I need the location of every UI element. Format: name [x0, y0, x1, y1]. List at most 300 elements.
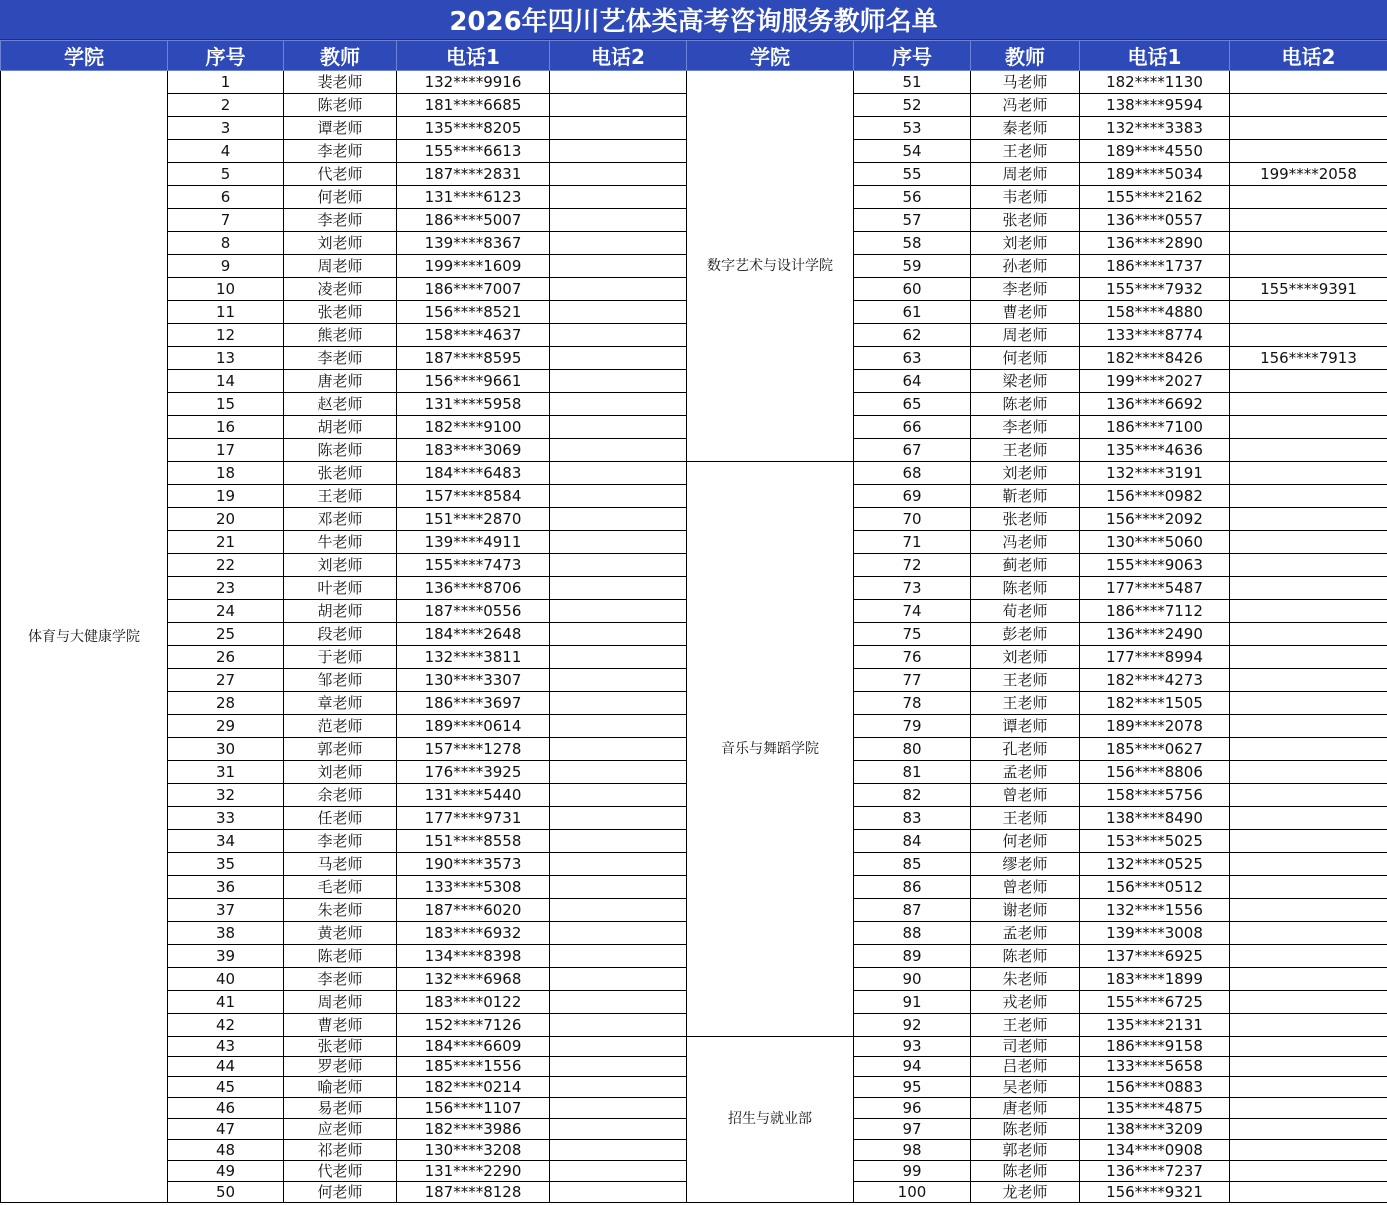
- teacher-name: 曾老师: [971, 876, 1080, 899]
- row-number: 58: [854, 232, 971, 255]
- header-phone1-right: 电话1: [1080, 41, 1230, 71]
- row-number: 31: [168, 761, 284, 784]
- phone1-cell: 182****0214: [397, 1077, 550, 1098]
- row-number: 94: [854, 1057, 971, 1077]
- teacher-name: 张老师: [284, 462, 397, 485]
- row-number: 1: [168, 71, 284, 94]
- phone2-cell: [1230, 876, 1387, 899]
- phone2-cell: [550, 1077, 687, 1098]
- phone2-cell: [1230, 922, 1387, 945]
- phone2-cell: [550, 1098, 687, 1119]
- teacher-name: 牛老师: [284, 531, 397, 554]
- phone2-cell: [550, 968, 687, 991]
- phone1-cell: 187****0556: [397, 600, 550, 623]
- teacher-name: 刘老师: [971, 646, 1080, 669]
- teacher-name: 陈老师: [971, 945, 1080, 968]
- teacher-name: 陈老师: [971, 1119, 1080, 1140]
- phone2-cell: [1230, 669, 1387, 692]
- teacher-name: 王老师: [971, 1014, 1080, 1037]
- phone2-cell: [1230, 761, 1387, 784]
- phone2-cell: [1230, 899, 1387, 922]
- phone1-cell: 155****6613: [397, 140, 550, 163]
- teacher-name: 王老师: [284, 485, 397, 508]
- row-number: 53: [854, 117, 971, 140]
- phone2-cell: [1230, 991, 1387, 1014]
- teacher-name: 王老师: [971, 439, 1080, 462]
- header-row: [1, 41, 1387, 71]
- phone1-cell: 131****2290: [397, 1161, 550, 1182]
- teacher-name: 孙老师: [971, 255, 1080, 278]
- row-number: 69: [854, 485, 971, 508]
- teacher-name: 荀老师: [971, 600, 1080, 623]
- row-number: 19: [168, 485, 284, 508]
- teacher-name: 熊老师: [284, 324, 397, 347]
- phone2-cell: [550, 1161, 687, 1182]
- row-number: 21: [168, 531, 284, 554]
- teacher-name: 蓟老师: [971, 554, 1080, 577]
- phone1-cell: 139****3008: [1080, 922, 1230, 945]
- row-number: 44: [168, 1057, 284, 1077]
- phone2-cell: [550, 209, 687, 232]
- phone1-cell: 199****2027: [1080, 370, 1230, 393]
- teacher-name: 吕老师: [971, 1057, 1080, 1077]
- row-number: 16: [168, 416, 284, 439]
- teacher-name: 唐老师: [284, 370, 397, 393]
- teacher-name: 孔老师: [971, 738, 1080, 761]
- teacher-name: 缪老师: [971, 853, 1080, 876]
- phone2-cell: [1230, 462, 1387, 485]
- teacher-name: 凌老师: [284, 278, 397, 301]
- row-number: 90: [854, 968, 971, 991]
- teacher-name: 谢老师: [971, 899, 1080, 922]
- teacher-name: 陈老师: [971, 577, 1080, 600]
- phone2-cell: [550, 899, 687, 922]
- phone2-cell: [1230, 71, 1387, 94]
- phone1-cell: 184****6483: [397, 462, 550, 485]
- phone2-cell: [550, 1119, 687, 1140]
- phone1-cell: 155****9063: [1080, 554, 1230, 577]
- phone1-cell: 181****6685: [397, 94, 550, 117]
- row-number: 13: [168, 347, 284, 370]
- teacher-name: 冯老师: [971, 94, 1080, 117]
- phone1-cell: 130****5060: [1080, 531, 1230, 554]
- row-number: 85: [854, 853, 971, 876]
- row-number: 84: [854, 830, 971, 853]
- teacher-name: 郭老师: [284, 738, 397, 761]
- phone1-cell: 131****6123: [397, 186, 550, 209]
- phone1-cell: 183****1899: [1080, 968, 1230, 991]
- phone1-cell: 136****2890: [1080, 232, 1230, 255]
- row-number: 74: [854, 600, 971, 623]
- phone2-cell: [1230, 577, 1387, 600]
- phone1-cell: 182****3986: [397, 1119, 550, 1140]
- row-number: 43: [168, 1037, 284, 1057]
- phone1-cell: 155****6725: [1080, 991, 1230, 1014]
- phone2-cell: [1230, 1140, 1387, 1161]
- teacher-name: 段老师: [284, 623, 397, 646]
- phone1-cell: 177****5487: [1080, 577, 1230, 600]
- phone1-cell: 133****5308: [397, 876, 550, 899]
- phone1-cell: 156****0982: [1080, 485, 1230, 508]
- teacher-name: 胡老师: [284, 600, 397, 623]
- teacher-name: 何老师: [971, 347, 1080, 370]
- row-number: 52: [854, 94, 971, 117]
- row-number: 71: [854, 531, 971, 554]
- row-number: 22: [168, 554, 284, 577]
- row-number: 78: [854, 692, 971, 715]
- teacher-name: 孟老师: [971, 922, 1080, 945]
- phone2-cell: [550, 531, 687, 554]
- phone2-cell: [1230, 209, 1387, 232]
- teacher-name: 范老师: [284, 715, 397, 738]
- phone2-cell: [550, 991, 687, 1014]
- teacher-name: 刘老师: [284, 554, 397, 577]
- row-number: 3: [168, 117, 284, 140]
- phone2-cell: [1230, 324, 1387, 347]
- phone1-cell: 152****7126: [397, 1014, 550, 1037]
- table-body: [1, 71, 1387, 1203]
- phone1-cell: 156****9661: [397, 370, 550, 393]
- phone2-cell: [1230, 738, 1387, 761]
- phone2-cell: [550, 1037, 687, 1057]
- phone1-cell: 177****8994: [1080, 646, 1230, 669]
- phone1-cell: 136****8706: [397, 577, 550, 600]
- phone2-cell: [550, 347, 687, 370]
- row-number: 88: [854, 922, 971, 945]
- phone1-cell: 199****1609: [397, 255, 550, 278]
- row-number: 64: [854, 370, 971, 393]
- phone1-cell: 186****1737: [1080, 255, 1230, 278]
- row-number: 92: [854, 1014, 971, 1037]
- teacher-name: 李老师: [284, 347, 397, 370]
- teacher-name: 谭老师: [971, 715, 1080, 738]
- phone2-cell: [550, 393, 687, 416]
- row-number: 79: [854, 715, 971, 738]
- phone2-cell: [1230, 186, 1387, 209]
- phone2-cell: [1230, 600, 1387, 623]
- row-number: 67: [854, 439, 971, 462]
- teacher-name: 赵老师: [284, 393, 397, 416]
- phone1-cell: 151****8558: [397, 830, 550, 853]
- phone2-cell: [1230, 140, 1387, 163]
- teacher-name: 秦老师: [971, 117, 1080, 140]
- teacher-name: 梁老师: [971, 370, 1080, 393]
- teacher-name: 毛老师: [284, 876, 397, 899]
- phone2-cell: [1230, 232, 1387, 255]
- teacher-name: 司老师: [971, 1037, 1080, 1057]
- phone1-cell: 130****3307: [397, 669, 550, 692]
- phone1-cell: 132****3811: [397, 646, 550, 669]
- phone2-cell: [1230, 784, 1387, 807]
- teacher-name: 孟老师: [971, 761, 1080, 784]
- phone1-cell: 182****1505: [1080, 692, 1230, 715]
- phone2-cell: [550, 853, 687, 876]
- phone2-cell: [550, 94, 687, 117]
- phone1-cell: 153****5025: [1080, 830, 1230, 853]
- phone2-cell: [1230, 807, 1387, 830]
- teacher-name: 李老师: [284, 209, 397, 232]
- phone2-cell: [550, 485, 687, 508]
- row-number: 96: [854, 1098, 971, 1119]
- header-no-left: 序号: [168, 41, 284, 71]
- row-number: 73: [854, 577, 971, 600]
- teacher-name: 李老师: [971, 416, 1080, 439]
- phone2-cell: [550, 830, 687, 853]
- phone2-cell: [1230, 416, 1387, 439]
- phone1-cell: 183****0122: [397, 991, 550, 1014]
- phone1-cell: 155****7473: [397, 554, 550, 577]
- row-number: 98: [854, 1140, 971, 1161]
- phone2-cell: [550, 761, 687, 784]
- row-number: 11: [168, 301, 284, 324]
- teacher-name: 陈老师: [971, 393, 1080, 416]
- phone1-cell: 132****3383: [1080, 117, 1230, 140]
- teacher-name: 张老师: [284, 301, 397, 324]
- row-number: 45: [168, 1077, 284, 1098]
- phone2-cell: [550, 255, 687, 278]
- teacher-name: 代老师: [284, 1161, 397, 1182]
- phone1-cell: 183****6932: [397, 922, 550, 945]
- phone1-cell: 183****3069: [397, 439, 550, 462]
- table-row: [1, 462, 1387, 485]
- row-number: 77: [854, 669, 971, 692]
- phone1-cell: 156****9321: [1080, 1182, 1230, 1203]
- phone1-cell: 157****8584: [397, 485, 550, 508]
- row-number: 82: [854, 784, 971, 807]
- phone1-cell: 185****1556: [397, 1057, 550, 1077]
- phone2-cell: [1230, 1119, 1387, 1140]
- row-number: 4: [168, 140, 284, 163]
- phone2-cell: [1230, 945, 1387, 968]
- sheet-title: 2026年四川艺体类高考咨询服务教师名单: [0, 0, 1387, 40]
- phone1-cell: 131****5958: [397, 393, 550, 416]
- phone2-cell: [550, 784, 687, 807]
- phone1-cell: 133****8774: [1080, 324, 1230, 347]
- phone1-cell: 158****5756: [1080, 784, 1230, 807]
- row-number: 97: [854, 1119, 971, 1140]
- phone2-cell: [1230, 1014, 1387, 1037]
- row-number: 56: [854, 186, 971, 209]
- phone2-cell: [1230, 554, 1387, 577]
- row-number: 60: [854, 278, 971, 301]
- phone2-cell: [1230, 531, 1387, 554]
- teacher-name: 胡老师: [284, 416, 397, 439]
- teacher-name: 马老师: [971, 71, 1080, 94]
- teacher-name: 陈老师: [284, 945, 397, 968]
- phone1-cell: 136****6692: [1080, 393, 1230, 416]
- phone2-cell: [1230, 117, 1387, 140]
- teacher-name: 章老师: [284, 692, 397, 715]
- phone2-cell: [1230, 646, 1387, 669]
- header-college-left: 学院: [1, 41, 168, 71]
- phone1-cell: 186****9158: [1080, 1037, 1230, 1057]
- phone1-cell: 158****4880: [1080, 301, 1230, 324]
- phone2-cell: [550, 554, 687, 577]
- phone1-cell: 189****5034: [1080, 163, 1230, 186]
- row-number: 55: [854, 163, 971, 186]
- phone2-cell: [550, 370, 687, 393]
- teacher-name: 代老师: [284, 163, 397, 186]
- phone1-cell: 189****2078: [1080, 715, 1230, 738]
- teacher-name: 冯老师: [971, 531, 1080, 554]
- teacher-name: 李老师: [971, 278, 1080, 301]
- phone1-cell: 186****7007: [397, 278, 550, 301]
- teacher-name: 戎老师: [971, 991, 1080, 1014]
- teacher-name: 周老师: [971, 163, 1080, 186]
- teacher-name: 曹老师: [971, 301, 1080, 324]
- teacher-name: 何老师: [971, 830, 1080, 853]
- row-number: 37: [168, 899, 284, 922]
- teacher-name: 陈老师: [971, 1161, 1080, 1182]
- teacher-name: 裴老师: [284, 71, 397, 94]
- phone1-cell: 132****9916: [397, 71, 550, 94]
- phone1-cell: 131****5440: [397, 784, 550, 807]
- phone2-cell: [550, 1014, 687, 1037]
- phone2-cell: [1230, 1057, 1387, 1077]
- phone2-cell: [550, 163, 687, 186]
- phone2-cell: [550, 1140, 687, 1161]
- header-phone2-right: 电话2: [1230, 41, 1387, 71]
- phone1-cell: 158****4637: [397, 324, 550, 347]
- teacher-name: 于老师: [284, 646, 397, 669]
- phone1-cell: 182****9100: [397, 416, 550, 439]
- row-number: 89: [854, 945, 971, 968]
- row-number: 38: [168, 922, 284, 945]
- teacher-name: 李老师: [284, 140, 397, 163]
- teacher-name: 朱老师: [971, 968, 1080, 991]
- phone1-cell: 139****4911: [397, 531, 550, 554]
- row-number: 25: [168, 623, 284, 646]
- teacher-name: 陈老师: [284, 94, 397, 117]
- phone1-cell: 135****8205: [397, 117, 550, 140]
- header-teacher-left: 教师: [284, 41, 397, 71]
- teacher-name: 何老师: [284, 1182, 397, 1203]
- phone2-cell: [550, 439, 687, 462]
- phone1-cell: 182****4273: [1080, 669, 1230, 692]
- row-number: 76: [854, 646, 971, 669]
- phone2-cell: [1230, 623, 1387, 646]
- row-number: 6: [168, 186, 284, 209]
- row-number: 61: [854, 301, 971, 324]
- row-number: 33: [168, 807, 284, 830]
- row-number: 95: [854, 1077, 971, 1098]
- phone2-cell: [550, 140, 687, 163]
- phone1-cell: 136****0557: [1080, 209, 1230, 232]
- phone1-cell: 184****2648: [397, 623, 550, 646]
- phone1-cell: 156****0512: [1080, 876, 1230, 899]
- phone2-cell: [1230, 1037, 1387, 1057]
- row-number: 30: [168, 738, 284, 761]
- phone1-cell: 156****2092: [1080, 508, 1230, 531]
- phone2-cell: [550, 692, 687, 715]
- phone1-cell: 184****6609: [397, 1037, 550, 1057]
- phone2-cell: [1230, 1077, 1387, 1098]
- phone2-cell: [550, 324, 687, 347]
- phone1-cell: 187****2831: [397, 163, 550, 186]
- teacher-name: 何老师: [284, 186, 397, 209]
- row-number: 47: [168, 1119, 284, 1140]
- college-cell: 招生与就业部: [687, 1037, 854, 1203]
- phone1-cell: 135****4875: [1080, 1098, 1230, 1119]
- phone1-cell: 155****2162: [1080, 186, 1230, 209]
- row-number: 70: [854, 508, 971, 531]
- row-number: 68: [854, 462, 971, 485]
- college-cell: 体育与大健康学院: [1, 71, 168, 1203]
- phone1-cell: 182****1130: [1080, 71, 1230, 94]
- phone2-cell: [550, 577, 687, 600]
- header-no-right: 序号: [854, 41, 971, 71]
- phone1-cell: 186****3697: [397, 692, 550, 715]
- teacher-name: 黄老师: [284, 922, 397, 945]
- teacher-name: 靳老师: [971, 485, 1080, 508]
- teacher-name: 刘老师: [971, 462, 1080, 485]
- row-number: 36: [168, 876, 284, 899]
- table-row: [1, 71, 1387, 94]
- row-number: 83: [854, 807, 971, 830]
- table-row: [1, 1037, 1387, 1057]
- row-number: 81: [854, 761, 971, 784]
- teacher-name: 刘老师: [284, 761, 397, 784]
- college-cell: 音乐与舞蹈学院: [687, 462, 854, 1037]
- phone2-cell: [550, 278, 687, 301]
- phone1-cell: 132****0525: [1080, 853, 1230, 876]
- row-number: 10: [168, 278, 284, 301]
- phone1-cell: 134****8398: [397, 945, 550, 968]
- row-number: 42: [168, 1014, 284, 1037]
- row-number: 93: [854, 1037, 971, 1057]
- phone2-cell: [1230, 301, 1387, 324]
- row-number: 23: [168, 577, 284, 600]
- row-number: 7: [168, 209, 284, 232]
- row-number: 65: [854, 393, 971, 416]
- row-number: 29: [168, 715, 284, 738]
- row-number: 20: [168, 508, 284, 531]
- teacher-name: 刘老师: [284, 232, 397, 255]
- teacher-name: 刘老师: [971, 232, 1080, 255]
- phone2-cell: [550, 71, 687, 94]
- phone1-cell: 187****6020: [397, 899, 550, 922]
- header-college-right: 学院: [687, 41, 854, 71]
- teacher-name: 喻老师: [284, 1077, 397, 1098]
- row-number: 24: [168, 600, 284, 623]
- phone2-cell: [550, 715, 687, 738]
- row-number: 99: [854, 1161, 971, 1182]
- teacher-name: 易老师: [284, 1098, 397, 1119]
- row-number: 63: [854, 347, 971, 370]
- phone2-cell: [550, 416, 687, 439]
- phone1-cell: 186****5007: [397, 209, 550, 232]
- phone2-cell: [1230, 1098, 1387, 1119]
- row-number: 5: [168, 163, 284, 186]
- phone1-cell: 187****8595: [397, 347, 550, 370]
- phone1-cell: 132****3191: [1080, 462, 1230, 485]
- phone2-cell: [1230, 830, 1387, 853]
- phone2-cell: [550, 186, 687, 209]
- phone2-cell: [550, 945, 687, 968]
- phone2-cell: 155****9391: [1230, 278, 1387, 301]
- teacher-name: 邹老师: [284, 669, 397, 692]
- teacher-name: 李老师: [284, 830, 397, 853]
- phone1-cell: 136****7237: [1080, 1161, 1230, 1182]
- phone2-cell: [550, 301, 687, 324]
- header-phone2-left: 电话2: [550, 41, 687, 71]
- row-number: 87: [854, 899, 971, 922]
- phone2-cell: [550, 1057, 687, 1077]
- teacher-name: 祁老师: [284, 1140, 397, 1161]
- row-number: 9: [168, 255, 284, 278]
- phone1-cell: 138****9594: [1080, 94, 1230, 117]
- phone1-cell: 136****2490: [1080, 623, 1230, 646]
